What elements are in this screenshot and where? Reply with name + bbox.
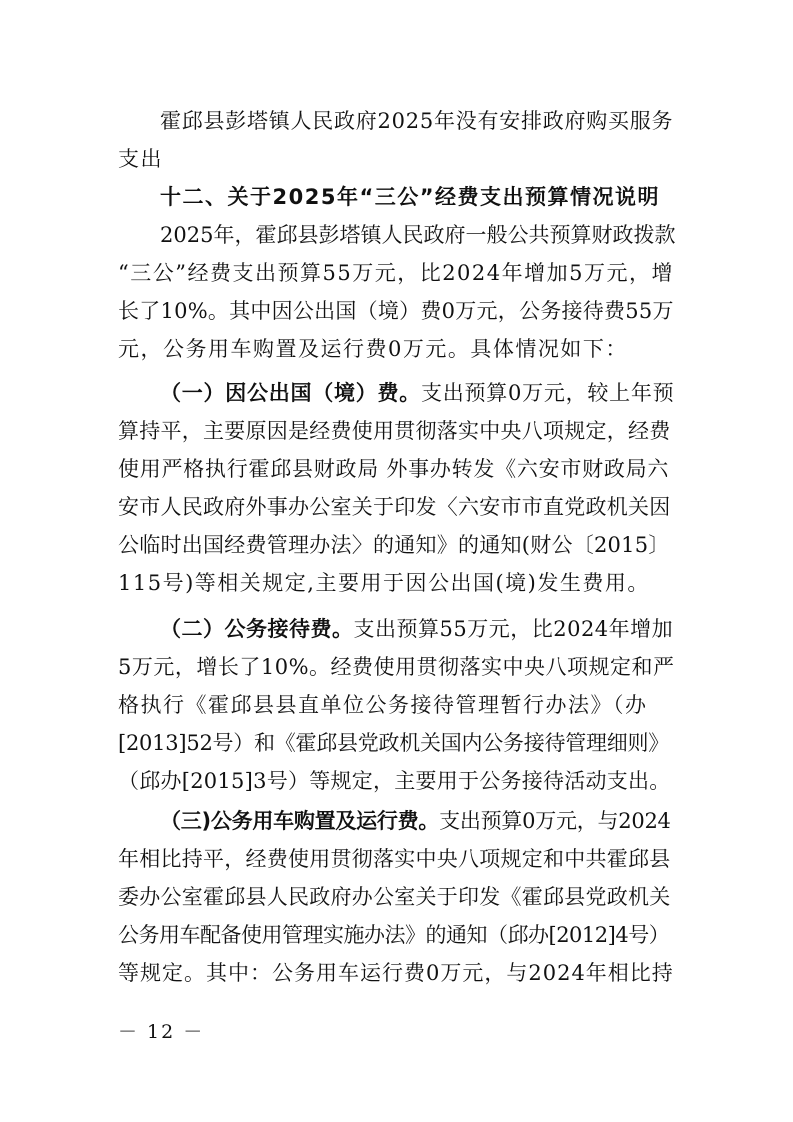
paragraph-line: 使用严格执行霍邱县财政局 外事办转发《六安市财政局六	[118, 457, 670, 481]
paragraph-line: 元，公务用车购置及运行费0万元。具体情况如下：	[118, 337, 628, 361]
paragraph-line: 支出	[118, 147, 163, 171]
subheading-vehicles: （三)公务用车购置及运行费。	[160, 809, 440, 833]
paragraph-line: 115号)等相关规定,主要用于因公出国(境)发生费用。	[118, 571, 650, 595]
paragraph-line: 委办公室霍邱县人民政府办公室关于印发《霍邱县党政机关	[118, 885, 671, 909]
page-number: － 12 －	[118, 1021, 205, 1043]
paragraph-line: 公临时出国经费管理办法〉的通知》的通知(财公〔2015〕	[118, 533, 670, 557]
paragraph-line: 长了10%。其中因公出国（境）费0万元，公务接待费55万	[118, 299, 674, 323]
paragraph-line: 5万元，增长了10%。经费使用贯彻落实中央八项规定和严	[118, 655, 675, 679]
paragraph-line: （三)公务用车购置及运行费。支出预算0万元，与2024	[160, 809, 671, 833]
paragraph-line: 霍邱县彭塔镇人民政府2025年没有安排政府购买服务	[160, 109, 674, 133]
paragraph-line: [2013]52号）和《霍邱县党政机关国内公务接待管理细则》	[118, 731, 670, 755]
subheading-reception: （二）公务接待费。	[160, 617, 354, 641]
paragraph-line: （二）公务接待费。支出预算55万元，比2024年增加	[160, 617, 674, 641]
paragraph-line: 2025年，霍邱县彭塔镇人民政府一般公共预算财政拨款	[160, 223, 676, 247]
paragraph-line: （邱办[2015]3号）等规定，主要用于公务接待活动支出。	[118, 769, 671, 793]
paragraph-line: “三公”经费支出预算55万元，比2024年增加5万元，增	[118, 261, 674, 285]
paragraph-line: 等规定。其中：公务用车运行费0万元，与2024年相比持	[118, 961, 674, 985]
paragraph-line: 算持平，主要原因是经费使用贯彻落实中央八项规定，经费	[118, 419, 671, 443]
section-heading: 十二、关于2025年“三公”经费支出预算情况说明	[160, 185, 661, 209]
paragraph-line: 公务用车配备使用管理实施办法》的通知（邱办[2012]4号）	[118, 923, 670, 947]
paragraph-line: 格执行《霍邱县县直单位公务接待管理暂行办法》（办	[118, 693, 648, 717]
subheading-travel: （一）因公出国（境）费。	[160, 381, 421, 405]
paragraph-line: （一）因公出国（境）费。支出预算0万元，较上年预	[160, 381, 675, 405]
paragraph-line: 安市人民政府外事办公室关于印发〈六安市市直党政机关因	[118, 495, 671, 519]
paragraph-line: 年相比持平，经费使用贯彻落实中央八项规定和中共霍邱县	[118, 847, 671, 871]
